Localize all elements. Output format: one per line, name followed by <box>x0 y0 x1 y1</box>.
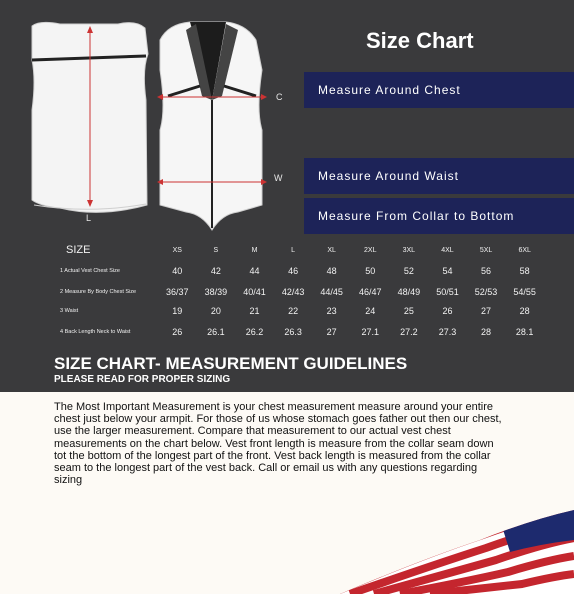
table-cell: 19 <box>172 306 183 316</box>
table-cell: 21 <box>249 306 260 316</box>
table-header-row <box>58 240 544 260</box>
table-cell: 28 <box>481 327 492 337</box>
table-cell: 27.2 <box>400 327 418 337</box>
size-header-cell: S <box>213 246 219 254</box>
table-cell: 42 <box>210 266 221 276</box>
table-cell: 46/47 <box>359 287 382 297</box>
table-cell: 22 <box>288 306 299 316</box>
table-row <box>58 260 544 282</box>
table-cell: 54/55 <box>513 287 536 297</box>
row-label: 1 Actual Vest Chest Size <box>60 267 120 274</box>
size-header-cell: 4XL <box>441 246 454 254</box>
table-cell: 38/39 <box>204 287 228 297</box>
vest-front-view <box>160 22 262 230</box>
table-cell: 46 <box>288 266 299 276</box>
size-header-cell: 2XL <box>364 246 377 254</box>
table-cell: 42/43 <box>281 287 305 297</box>
table-row <box>58 320 544 344</box>
size-header-cell: 3XL <box>402 246 416 254</box>
table-cell: 24 <box>365 306 376 316</box>
guidelines-title: SIZE CHART- MEASUREMENT GUIDELINES <box>54 354 408 373</box>
row-label: 3 Waist <box>60 307 79 314</box>
page-title: Size Chart <box>366 28 474 53</box>
length-marker-label: L <box>86 213 92 223</box>
table-cell: 27.1 <box>361 327 380 337</box>
table-cell: 27.3 <box>438 327 457 337</box>
table-cell: 52 <box>403 266 414 276</box>
vest-illustrations <box>0 0 300 235</box>
table-cell: 48 <box>326 266 337 276</box>
table-cell: 26.1 <box>207 327 225 337</box>
table-cell: 26 <box>442 306 453 316</box>
table-cell: 25 <box>403 306 414 316</box>
table-cell: 44/45 <box>320 287 343 297</box>
size-column-header: SIZE <box>66 244 91 256</box>
table-cell: 58 <box>519 266 530 276</box>
guidelines-body: The Most Important Measurement is your chest measurement measure around your entire chest just below your armpit. For those of us whose stomach goes father out then our chest, use the larger measurement. Compare that measurement to our actual vest chest measurements on the chart below. Vest front length is measure from the collar seam down tot the bottom of the longest part of the front. Vest back length is measured from the collar seam to the longest part of the vest back. Call or email us with any questions regarding sizing <box>54 401 502 487</box>
table-cell: 26.3 <box>284 327 302 337</box>
table-cell: 56 <box>481 266 492 276</box>
table-cell: 50/51 <box>436 287 459 297</box>
measure-length-banner: Measure From Collar to Bottom <box>304 198 574 234</box>
table-cell: 36/37 <box>166 287 189 297</box>
size-header-cell: M <box>251 246 258 254</box>
measure-chest-banner: Measure Around Chest <box>304 72 574 108</box>
guidelines-subtitle: PLEASE READ FOR PROPER SIZING <box>54 374 231 385</box>
measure-waist-banner: Measure Around Waist <box>304 158 574 194</box>
table-row <box>58 282 544 302</box>
table-cell: 44 <box>249 266 260 276</box>
size-header-cell: 5XL <box>479 246 493 254</box>
size-header-cell: 6XL <box>518 246 531 254</box>
row-label: 4 Back Length Neck to Waist <box>60 328 131 335</box>
table-cell: 26.2 <box>245 327 264 337</box>
size-table <box>58 240 544 344</box>
row-label: 2 Measure By Body Chest Size <box>60 288 137 295</box>
table-cell: 52/53 <box>474 287 498 297</box>
table-cell: 40 <box>172 266 183 276</box>
table-cell: 28.1 <box>515 327 534 337</box>
table-row <box>58 302 544 320</box>
table-cell: 48/49 <box>397 287 421 297</box>
table-cell: 54 <box>442 266 453 276</box>
table-cell: 50 <box>365 266 376 276</box>
american-flag-decoration <box>300 500 574 594</box>
table-cell: 23 <box>326 306 337 316</box>
size-header-cell: L <box>291 246 296 254</box>
table-cell: 28 <box>519 306 530 316</box>
table-cell: 40/41 <box>243 287 266 297</box>
waist-marker-label: W <box>274 173 283 183</box>
table-cell: 26 <box>172 327 183 337</box>
table-cell: 20 <box>210 306 221 316</box>
table-cell: 27 <box>481 306 492 316</box>
table-cell: 27 <box>326 327 337 337</box>
size-header-cell: XS <box>172 246 182 254</box>
chest-marker-label: C <box>276 92 283 102</box>
size-header-cell: XL <box>327 246 336 254</box>
